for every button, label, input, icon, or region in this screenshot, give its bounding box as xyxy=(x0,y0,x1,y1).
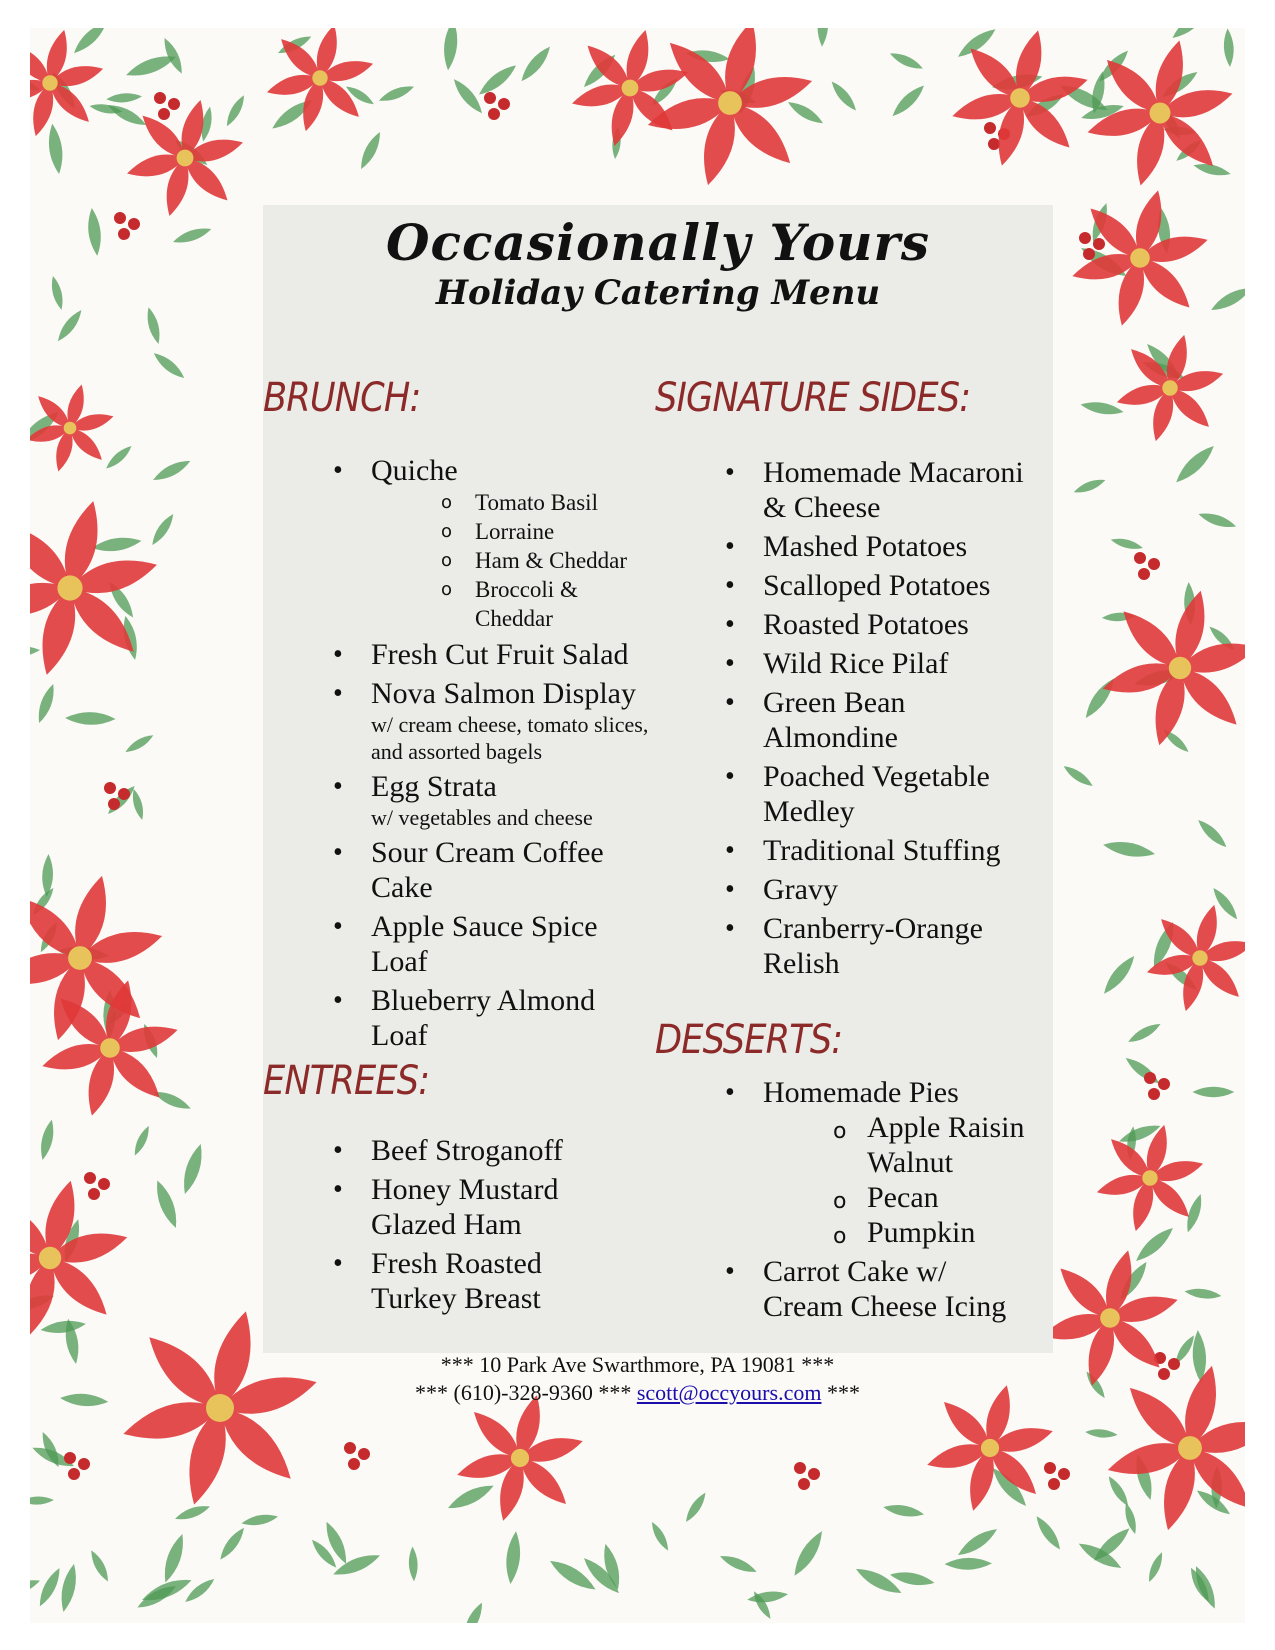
leaf-icon xyxy=(144,306,163,345)
leaf-icon xyxy=(123,732,155,756)
leaf-icon xyxy=(91,535,142,554)
menu-panel xyxy=(263,205,1053,1353)
leaf-icon xyxy=(171,224,213,247)
leaf-icon xyxy=(450,76,487,117)
sub-item: o Tomato Basil xyxy=(441,488,653,517)
leaf-icon xyxy=(70,28,110,57)
leaf-icon xyxy=(151,349,188,382)
leaf-icon xyxy=(130,788,146,821)
berry-cluster-icon xyxy=(154,92,180,120)
berry-cluster-icon xyxy=(1144,1072,1170,1100)
address-line: *** 10 Park Ave Swarthmore, PA 19081 *** xyxy=(440,1352,835,1377)
menu-item-label: Traditional Stuffing xyxy=(763,834,1001,867)
menu-item xyxy=(725,646,1025,681)
menu-item-label: Fresh Roasted Turkey Breast xyxy=(371,1247,542,1315)
leaf-icon xyxy=(37,1118,56,1161)
menu-item-label: Mashed Potatoes xyxy=(763,530,968,563)
leaf-icon xyxy=(54,307,85,344)
menu-item xyxy=(725,607,1025,642)
sub-list xyxy=(763,1110,1025,1250)
leaf-icon xyxy=(817,28,829,47)
leaf-icon xyxy=(173,1502,211,1523)
menu-item-label: Scalloped Potatoes xyxy=(763,569,991,602)
poinsettia-icon xyxy=(1095,1123,1206,1234)
leaf-icon xyxy=(882,1502,924,1519)
phone-text: *** (610)-328-9360 *** xyxy=(415,1380,632,1405)
poinsettia-icon xyxy=(1099,587,1245,748)
menu-item-label: Green Bean Almondine xyxy=(763,686,906,754)
menu-item xyxy=(725,1075,1025,1250)
berry-cluster-icon xyxy=(1044,1462,1070,1490)
leaf-icon xyxy=(718,1552,759,1577)
menu-item xyxy=(333,676,653,765)
poinsettia-icon xyxy=(30,28,105,138)
footer-suffix: *** xyxy=(826,1380,860,1405)
menu-item xyxy=(333,769,653,831)
leaf-icon xyxy=(442,28,460,71)
leaf-icon xyxy=(377,82,416,105)
menu-item xyxy=(333,909,653,979)
poinsettia-icon xyxy=(644,28,815,189)
leaf-icon xyxy=(1072,476,1107,496)
leaf-icon xyxy=(889,1569,936,1588)
leaf-icon xyxy=(853,1563,904,1598)
sub-item: o Apple Raisin Walnut xyxy=(833,1110,1025,1180)
leaf-icon xyxy=(46,123,65,175)
leaf-icon xyxy=(1061,763,1095,790)
leaf-icon xyxy=(1197,509,1238,531)
entrees-heading: ENTREES: xyxy=(263,1058,430,1104)
desserts-list xyxy=(725,1075,1025,1328)
leaf-icon xyxy=(87,1548,112,1583)
sub-item: o Ham & Cheddar xyxy=(441,546,653,575)
leaf-icon xyxy=(106,92,142,104)
menu-item xyxy=(725,529,1025,564)
leaf-icon xyxy=(888,49,925,72)
leaf-icon xyxy=(408,1546,418,1581)
leaf-icon xyxy=(148,511,177,547)
leaf-icon xyxy=(747,1589,789,1605)
menu-item xyxy=(333,983,653,1053)
menu-item-label: Homemade Pies xyxy=(763,1076,959,1109)
menu-item-label: Poached Vegetable Medley xyxy=(763,760,990,828)
menu-item xyxy=(333,1133,593,1168)
menu-item-label: Egg Strata xyxy=(371,770,497,803)
leaf-icon xyxy=(151,1178,181,1230)
menu-item-label: Roasted Potatoes xyxy=(763,608,969,641)
berry-cluster-icon xyxy=(114,212,140,240)
menu-item-label: Nova Salmon Display xyxy=(371,677,636,710)
leaf-icon xyxy=(356,130,384,172)
sub-item: o Broccoli & Cheddar xyxy=(441,575,653,633)
leaf-icon xyxy=(682,1490,709,1524)
leaf-icon xyxy=(1132,1223,1177,1265)
leaf-icon xyxy=(1145,1551,1165,1584)
poinsettia-icon xyxy=(30,1177,131,1338)
menu-item xyxy=(333,637,653,672)
menu-item xyxy=(333,835,653,905)
poinsettia-icon xyxy=(30,872,166,1043)
leaf-icon xyxy=(34,682,58,725)
menu-item-label: Homemade Macaroni & Cheese xyxy=(763,456,1024,524)
leaf-icon xyxy=(86,207,103,256)
menu-item xyxy=(725,833,1025,868)
leaf-icon xyxy=(241,1512,279,1528)
leaf-icon xyxy=(216,1525,248,1563)
menu-item xyxy=(725,759,1025,829)
leaf-icon xyxy=(35,1566,64,1609)
menu-item-label: Quiche xyxy=(371,454,458,487)
menu-item-note: w/ vegetables and cheese xyxy=(371,805,593,830)
menu-item xyxy=(333,1172,593,1242)
menu-item xyxy=(333,453,653,633)
leaf-icon xyxy=(30,1576,42,1601)
menu-item-label: Honey Mustard Glazed Ham xyxy=(371,1173,559,1241)
menu-item xyxy=(725,568,1025,603)
leaf-icon xyxy=(1169,28,1211,42)
leaf-icon xyxy=(1192,1087,1234,1097)
leaf-icon xyxy=(785,98,825,128)
desserts-heading: DESSERTS: xyxy=(655,1017,843,1063)
leaf-icon xyxy=(65,712,116,726)
leaf-icon xyxy=(160,36,186,76)
berry-cluster-icon xyxy=(344,1442,370,1470)
menu-item-label: Wild Rice Pilaf xyxy=(763,647,949,680)
berry-cluster-icon xyxy=(1134,552,1160,580)
leaf-icon xyxy=(1223,28,1235,67)
menu-title: Occasionally Yours xyxy=(385,213,931,272)
menu-item-label: Cranberry-Orange Relish xyxy=(763,912,983,980)
menu-item xyxy=(725,1254,1025,1324)
leaf-icon xyxy=(1102,838,1156,860)
menu-item-label: Carrot Cake w/ Cream Cheese Icing xyxy=(763,1255,1007,1323)
sub-item: o Pecan xyxy=(833,1180,1025,1215)
leaf-icon xyxy=(151,1087,192,1113)
sub-item: o Lorraine xyxy=(441,517,653,546)
menu-item xyxy=(725,872,1025,907)
menu-item-label: Gravy xyxy=(763,873,838,906)
leaf-icon xyxy=(159,1532,188,1585)
menu-item xyxy=(725,685,1025,755)
leaf-icon xyxy=(789,1528,828,1580)
entrees-list xyxy=(333,1133,593,1320)
leaf-icon xyxy=(460,1600,487,1623)
signature-sides-heading: SIGNATURE SIDES: xyxy=(655,375,971,421)
leaf-icon xyxy=(475,61,519,99)
leaf-icon xyxy=(30,1496,54,1505)
berry-cluster-icon xyxy=(104,782,130,810)
menu-item-label: Blueberry Almond Loaf xyxy=(371,984,596,1052)
signature-sides-list xyxy=(725,455,1025,985)
leaf-icon xyxy=(179,1142,207,1196)
leaf-icon xyxy=(1032,1513,1064,1552)
leaf-icon xyxy=(1105,1474,1132,1509)
leaf-icon xyxy=(504,1531,523,1585)
leaf-icon xyxy=(1195,816,1230,850)
menu-item-note: w/ cream cheese, tomato slices, and assorted bagels xyxy=(371,712,649,764)
leaf-icon xyxy=(1172,441,1219,487)
menu-subtitle: Holiday Catering Menu xyxy=(435,273,881,313)
leaf-icon xyxy=(103,443,134,472)
leaf-icon xyxy=(1208,283,1245,315)
menu-item-label: Apple Sauce Spice Loaf xyxy=(371,910,598,978)
menu-page xyxy=(30,28,1245,1623)
leaf-icon xyxy=(1123,1054,1163,1088)
leaf-icon xyxy=(1184,1287,1222,1301)
brunch-heading: BRUNCH: xyxy=(263,375,421,421)
menu-item xyxy=(725,911,1025,981)
leaf-icon xyxy=(445,1480,496,1514)
berry-cluster-icon xyxy=(794,1462,820,1490)
leaf-icon xyxy=(944,1557,992,1570)
leaf-icon xyxy=(131,1124,152,1157)
leaf-icon xyxy=(648,1520,671,1553)
leaf-icon xyxy=(106,100,149,129)
email-link[interactable]: scott@occyours.com xyxy=(636,1380,822,1405)
leaf-icon xyxy=(40,1318,87,1335)
menu-item-label: Beef Stroganoff xyxy=(371,1134,563,1167)
berry-cluster-icon xyxy=(84,1172,110,1200)
menu-item-label: Sour Cream Coffee Cake xyxy=(371,836,604,904)
poinsettia-icon xyxy=(455,1393,586,1524)
sub-item: o Pumpkin xyxy=(833,1215,1025,1250)
leaf-icon xyxy=(889,82,928,120)
leaf-icon xyxy=(30,645,40,659)
leaf-icon xyxy=(1099,952,1139,997)
poinsettia-icon xyxy=(125,98,246,219)
leaf-icon xyxy=(49,275,66,311)
sub-list xyxy=(371,488,653,633)
leaf-icon xyxy=(1126,1020,1163,1046)
menu-item-label: Fresh Cut Fruit Salad xyxy=(371,638,629,671)
leaf-icon xyxy=(1110,536,1144,552)
poinsettia-icon xyxy=(30,497,161,678)
menu-item xyxy=(333,1246,593,1316)
menu-item xyxy=(725,455,1025,525)
contact-footer xyxy=(30,1351,1245,1407)
leaf-icon xyxy=(1085,1428,1118,1439)
leaf-icon xyxy=(517,43,554,85)
leaf-icon xyxy=(955,1524,1001,1560)
leaf-icon xyxy=(828,78,860,113)
poinsettia-icon xyxy=(1115,333,1226,444)
berry-cluster-icon xyxy=(484,92,510,120)
leaf-icon xyxy=(223,93,248,128)
brunch-list xyxy=(333,453,653,1057)
contact-line xyxy=(30,1379,1245,1407)
leaf-icon xyxy=(57,1563,80,1614)
leaf-icon xyxy=(151,456,193,484)
